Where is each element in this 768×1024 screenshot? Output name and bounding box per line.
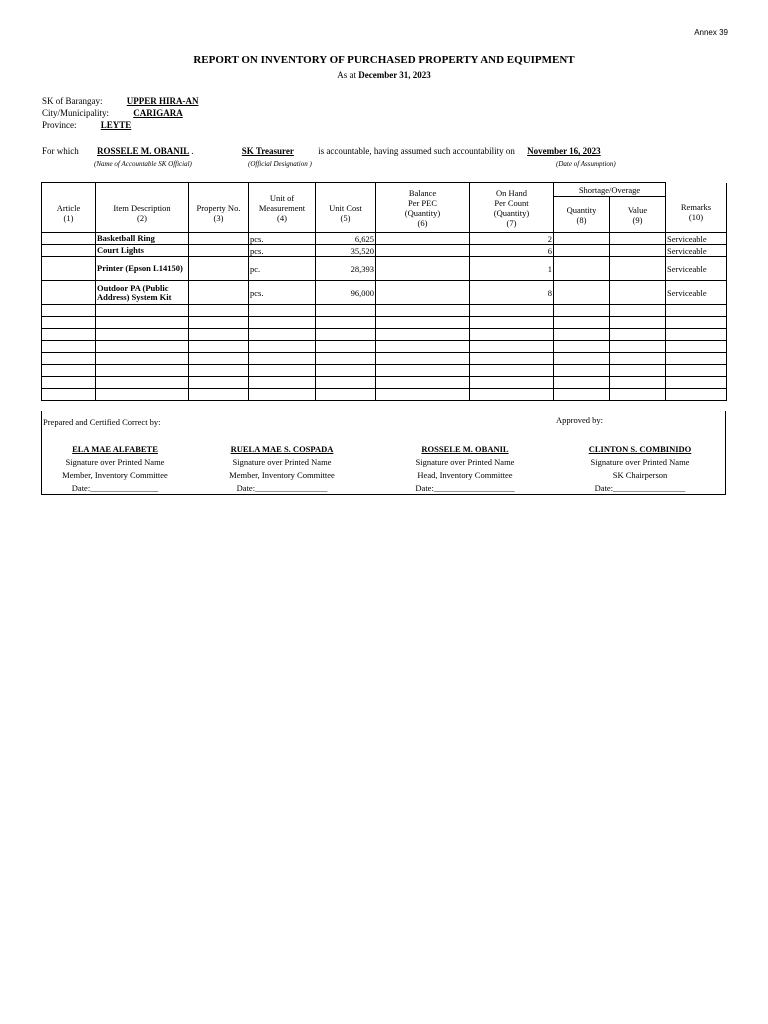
signatory-role: SK Chairperson	[612, 470, 668, 480]
signatory-2	[214, 443, 350, 495]
table-row	[42, 365, 727, 377]
official-name: ROSSELE M. OBANIL	[97, 146, 190, 156]
table-row	[42, 233, 727, 245]
table-row	[42, 317, 727, 329]
city-line	[42, 107, 215, 119]
official-name-note: (Name of Accountable SK Official)	[94, 160, 192, 168]
remarks: Serviceable	[666, 245, 727, 257]
signatory-name: ELA MAE ALFABETE	[72, 444, 158, 454]
remarks: Serviceable	[666, 233, 727, 245]
signatory-caption: Signature over Printed Name	[590, 457, 690, 467]
table-row	[42, 389, 727, 401]
table-row	[42, 281, 727, 305]
table-row	[42, 377, 727, 389]
barangay-line	[42, 95, 231, 107]
header-unit-cost: Unit Cost (5)	[316, 183, 376, 233]
signatory-caption: Signature over Printed Name	[415, 457, 515, 467]
as-at-date: December 31, 2023	[358, 70, 431, 80]
province-label: Province:	[42, 120, 77, 130]
official-designation: SK Treasurer	[241, 146, 294, 156]
unit-cost: 96,000	[316, 281, 376, 305]
table-row	[42, 305, 727, 317]
city-label: City/Municipality:	[42, 108, 109, 118]
unit-measurement: pcs.	[249, 233, 316, 245]
signatory-date: Date:________________	[71, 483, 159, 493]
for-which-label: For which	[42, 146, 79, 156]
unit-cost: 6,625	[316, 233, 376, 245]
signature-section	[41, 411, 726, 495]
unit-cost: 35,520	[316, 245, 376, 257]
signatory-3	[398, 443, 532, 495]
on-hand-qty: 6	[470, 245, 554, 257]
item-description: Court Lights	[96, 245, 189, 257]
accountable-text: is accountable, having assumed such accountability on	[318, 146, 515, 156]
signatory-1	[50, 443, 180, 495]
signatory-caption: Signature over Printed Name	[65, 457, 165, 467]
signatory-name: CLINTON S. COMBINIDO	[588, 444, 692, 454]
remarks: Serviceable	[666, 257, 727, 281]
header-item-description: Item Description (2)	[96, 183, 189, 233]
signatory-role: Member, Inventory Committee	[62, 470, 168, 480]
unit-measurement: pcs.	[249, 245, 316, 257]
item-description: Outdoor PA (Public Address) System Kit	[96, 281, 189, 305]
table-row	[42, 257, 727, 281]
on-hand-qty: 2	[470, 233, 554, 245]
table-row	[42, 341, 727, 353]
signatory-4	[574, 443, 706, 495]
as-at-label: As at	[337, 70, 356, 80]
prepared-label: Prepared and Certified Correct by:	[43, 417, 161, 427]
signatory-caption: Signature over Printed Name	[232, 457, 332, 467]
table-row	[42, 353, 727, 365]
header-property-no: Property No. (3)	[189, 183, 249, 233]
item-description: Printer (Epson L14150)	[96, 257, 189, 281]
barangay-label: SK of Barangay:	[42, 96, 103, 106]
header-value: Value (9)	[610, 197, 666, 233]
remarks: Serviceable	[666, 281, 727, 305]
city-value: CARIGARA	[133, 108, 183, 118]
header-shortage-overage: Shortage/Overage	[554, 183, 666, 197]
header-remarks: Remarks (10)	[666, 183, 727, 233]
approved-label: Approved by:	[556, 415, 603, 425]
designation-note: (Official Designation )	[248, 160, 312, 168]
header-on-hand: On Hand Per Count (Quantity) (7)	[470, 183, 554, 233]
signatory-date: Date:_________________	[236, 483, 328, 493]
table-row	[42, 329, 727, 341]
annex-label: Annex 39	[694, 28, 728, 37]
barangay-value: UPPER HIRA-AN	[126, 96, 199, 106]
signatory-name: ROSSELE M. OBANIL	[421, 444, 509, 454]
on-hand-qty: 8	[470, 281, 554, 305]
province-line	[42, 119, 167, 131]
header-article: Article (1)	[42, 183, 96, 233]
unit-measurement: pc.	[249, 257, 316, 281]
signatory-role: Member, Inventory Committee	[229, 470, 335, 480]
assumption-date: November 16, 2023	[527, 146, 601, 156]
signatory-date: Date:_________________	[594, 483, 686, 493]
on-hand-qty: 1	[470, 257, 554, 281]
report-title: REPORT ON INVENTORY OF PURCHASED PROPERTY AND EQUIPMENT	[193, 54, 575, 66]
header-unit: Unit of Measurement (4)	[249, 183, 316, 233]
signatory-role: Head, Inventory Committee	[417, 470, 513, 480]
inventory-table	[41, 182, 727, 401]
header-quantity: Quantity (8)	[554, 197, 610, 233]
signatory-date: Date:___________________	[415, 483, 515, 493]
assumption-note: (Date of Assumption)	[556, 160, 616, 168]
accountability-line: For which ROSSELE M. OBANIL . SK Treasurer is accountable, having assumed such accountability on November 16, 2023	[42, 146, 607, 156]
unit-cost: 28,393	[316, 257, 376, 281]
signatory-name: RUELA MAE S. COSPADA	[230, 444, 334, 454]
unit-measurement: pcs.	[249, 281, 316, 305]
province-value: LEYTE	[100, 120, 132, 130]
table-row	[42, 245, 727, 257]
header-balance: Balance Per PEC (Quantity) (6)	[376, 183, 470, 233]
item-description: Basketball Ring	[96, 233, 189, 245]
report-subtitle	[0, 70, 768, 80]
